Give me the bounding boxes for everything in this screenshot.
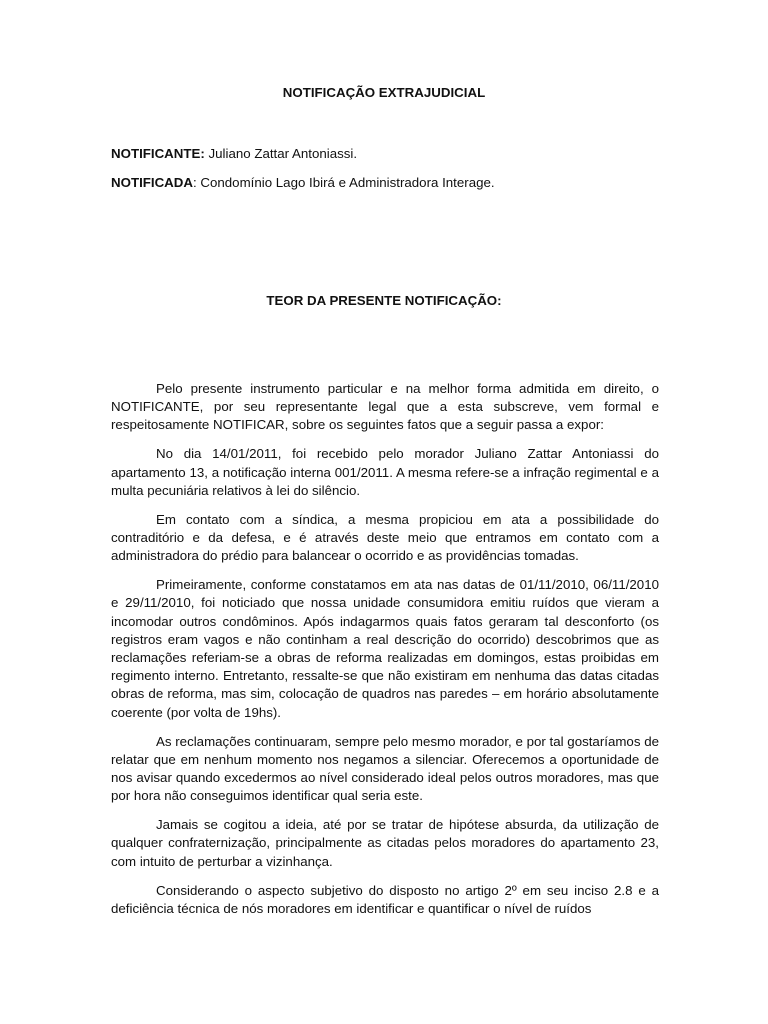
document-title: NOTIFICAÇÃO EXTRAJUDICIAL bbox=[282, 85, 486, 100]
paragraph-6: Jamais se cogitou a ideia, até por se tratar de hipótese absurda, da utilização de qualquer confraternização, principalmente as citadas pelos moradores do apartamento 23, com intuito de perturbar a vizinhança. bbox=[111, 817, 659, 869]
notificante-line bbox=[111, 145, 659, 163]
section-title: TEOR DA PRESENTE NOTIFICAÇÃO: bbox=[266, 293, 502, 308]
notificada-value: : Condomínio Lago Ibirá e Administradora Interage. bbox=[193, 175, 495, 190]
paragraph-3: Em contato com a síndica, a mesma propiciou em ata a possibilidade do contraditório e da defesa, e é através deste meio que entramos em contato com a administradora do prédio para balancear o ocorrido e as providências tomadas. bbox=[111, 511, 659, 564]
paragraph-5: As reclamações continuaram, sempre pelo mesmo morador, e por tal gostaríamos de relatar que em nenhum momento nos negamos a silenciar. Oferecemos a oportunidade de nos avisar quando excedermos ao nível considerado ideal pelos outros moradores, mas que por hora não conseguimos identificar qual seria este. bbox=[111, 733, 659, 804]
notificante-label: NOTIFICANTE: bbox=[111, 146, 205, 161]
document-body bbox=[111, 380, 659, 929]
notificante-value: Juliano Zattar Antoniassi. bbox=[204, 146, 358, 161]
paragraph-2: No dia 14/01/2011, foi recebido pelo morador Juliano Zattar Antoniassi do apartamento 13, a notificação interna 001/2011. A mesma refere-se a infração regimental e a multa pecuniária relativos à lei do silêncio. bbox=[111, 446, 659, 498]
paragraph-1: Pelo presente instrumento particular e na melhor forma admitida em direito, o NOTIFICANTE, por seu representante legal que a esta subscreve, vem formal e respeitosamente NOTIFICAR, sobre os seguintes fatos que a seguir passa a expor: bbox=[111, 381, 659, 433]
paragraph-7: Considerando o aspecto subjetivo do disposto no artigo 2º em seu inciso 2.8 e a deficiência técnica de nós moradores em identificar e quantificar o nível de ruídos bbox=[111, 882, 659, 916]
notificada-line bbox=[111, 174, 659, 192]
notificada-label: NOTIFICADA bbox=[111, 175, 193, 190]
paragraph-4: Primeiramente, conforme constatamos em ata nas datas de 01/11/2010, 06/11/2010 e 29/11/2010, foi noticiado que nossa unidade consumidora emitiu ruídos que vieram a incomodar outros condôminos. Após indagarmos quais fatos geraram tal desconforto (os registros eram vagos e não continham a real descrição do ocorrido) descobrimos que as reclamações referiam-se a obras de reforma realizadas em domingos, estas proibidas em regimento interno. Entretanto, ressalte-se que não existiram em nenhuma das datas citadas obras de reforma, mas sim, colocação de quadros nas paredes – em horário absolutamente coerente (por volta de 19hs). bbox=[111, 577, 659, 720]
